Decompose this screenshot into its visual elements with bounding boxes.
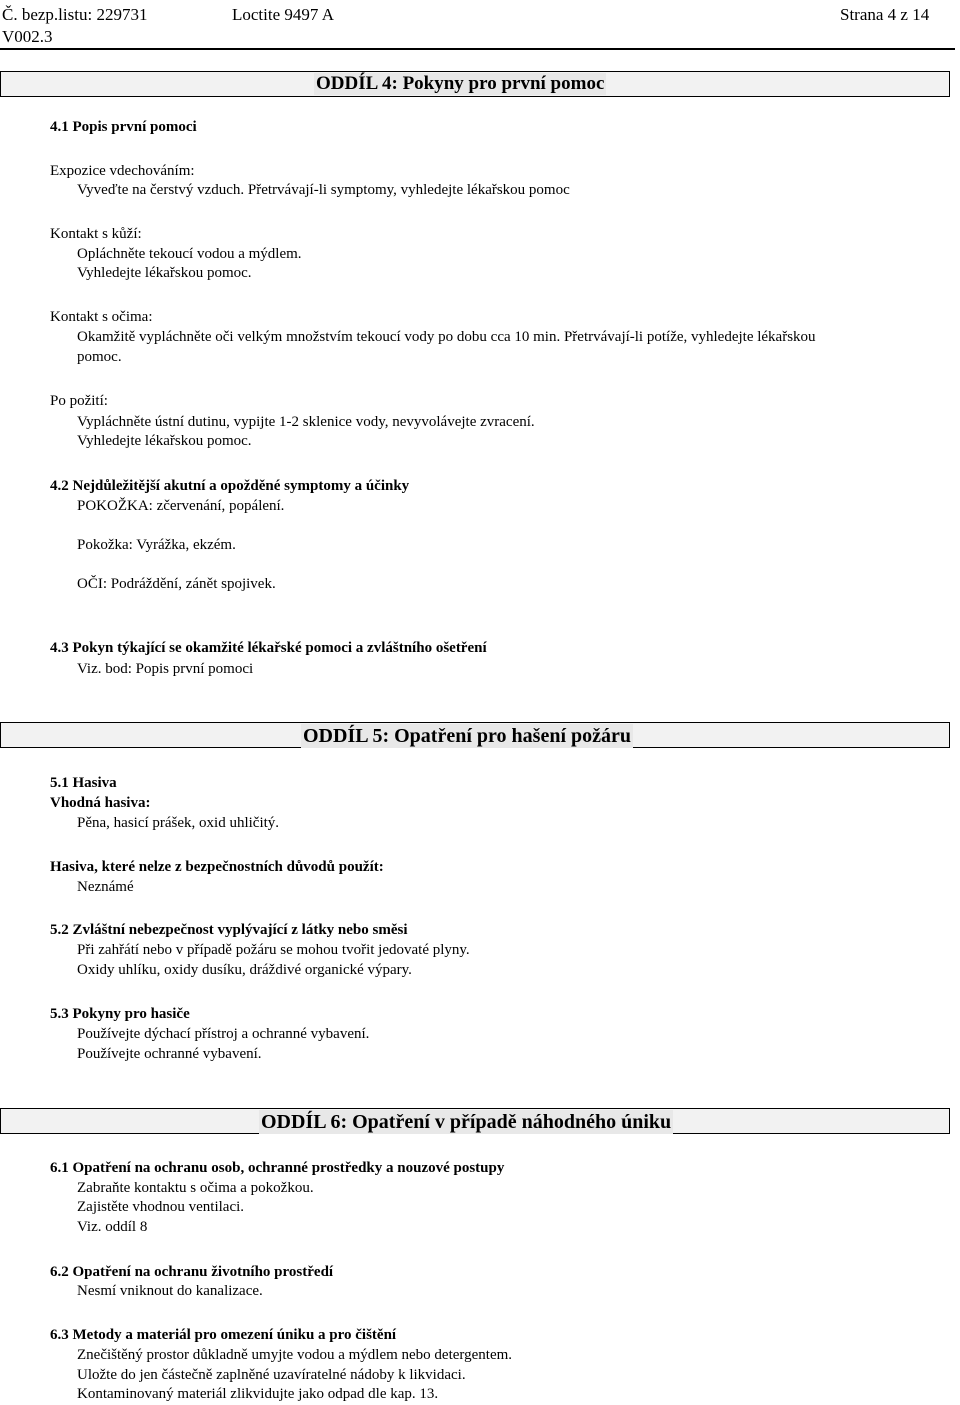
eyes-text-2: pomoc. bbox=[77, 349, 122, 365]
section-5-title: ODDÍL 5: Opatření pro hašení požáru bbox=[303, 725, 631, 747]
section-6-title: ODDÍL 6: Opatření v případě náhodného úniku bbox=[261, 1111, 672, 1133]
header-rule bbox=[0, 48, 955, 50]
section-5-3-heading: 5.3 Pokyny pro hasiče bbox=[50, 1006, 190, 1022]
ingestion-label: Po požití: bbox=[50, 393, 108, 409]
cleanup-text-2: Uložte do jen částečně zaplněné uzavíratelné nádoby k likvidaci. bbox=[77, 1367, 466, 1383]
symptoms-eyes: OČI: Podráždění, zánět spojivek. bbox=[77, 576, 276, 592]
section-4-3-text: Viz. bod: Popis první pomoci bbox=[77, 661, 254, 677]
hazard-text-1: Při zahřátí nebo v případě požáru se mohou tvořit jedovaté plyny. bbox=[77, 942, 470, 958]
page-number: Strana 4 z 14 bbox=[840, 5, 930, 24]
suitable-media-label: Vhodná hasiva: bbox=[50, 795, 151, 811]
eyes-label: Kontakt s očima: bbox=[50, 309, 153, 325]
section-5-1-heading: 5.1 Hasiva bbox=[50, 775, 117, 791]
skin-text-2: Vyhledejte lékařskou pomoc. bbox=[77, 265, 252, 281]
firefighter-text-2: Používejte ochranné vybavení. bbox=[77, 1046, 262, 1062]
version: V002.3 bbox=[2, 27, 53, 46]
section-6-3-heading: 6.3 Metody a materiál pro omezení úniku a pro čištění bbox=[50, 1327, 397, 1343]
symptoms-rash: Pokožka: Vyrážka, ekzém. bbox=[77, 537, 236, 553]
unsuitable-media-text: Neznámé bbox=[77, 879, 134, 895]
skin-text-1: Opláchněte tekoucí vodou a mýdlem. bbox=[77, 246, 302, 262]
cleanup-text-3: Kontaminovaný materiál zlikvidujte jako odpad dle kap. 13. bbox=[77, 1386, 439, 1402]
personal-text-1: Zabraňte kontaktu s očima a pokožkou. bbox=[77, 1180, 314, 1196]
hazard-text-2: Oxidy uhlíku, oxidy dusíku, dráždivé organické výpary. bbox=[77, 962, 412, 978]
section-4-2-heading: 4.2 Nejdůležitější akutní a opožděné symptomy a účinky bbox=[50, 478, 410, 494]
eyes-text-1: Okamžitě vypláchněte oči velkým množstvím tekoucí vody po dobu cca 10 min. Přetrvávají-li potíže, vyhledejte lékařskou bbox=[77, 329, 816, 345]
skin-label: Kontakt s kůží: bbox=[50, 226, 142, 242]
section-4-title: ODDÍL 4: Pokyny pro první pomoc bbox=[316, 73, 605, 94]
personal-text-2: Zajistěte vhodnou ventilaci. bbox=[77, 1199, 245, 1215]
environment-text: Nesmí vniknout do kanalizace. bbox=[77, 1283, 263, 1299]
section-5-2-heading: 5.2 Zvláštní nebezpečnost vyplývající z látky nebo směsi bbox=[50, 922, 408, 938]
product-name: Loctite 9497 A bbox=[232, 5, 334, 24]
unsuitable-media-label: Hasiva, které nelze z bezpečnostních důvodů použít: bbox=[50, 859, 384, 875]
firefighter-text-1: Používejte dýchací přístroj a ochranné vybavení. bbox=[77, 1026, 370, 1042]
personal-text-3: Viz. oddíl 8 bbox=[77, 1219, 148, 1235]
section-4-3-heading: 4.3 Pokyn týkající se okamžité lékařské pomoci a zvláštního ošetření bbox=[50, 640, 487, 656]
cleanup-text-1: Znečištěný prostor důkladně umyjte vodou a mýdlem nebo detergentem. bbox=[77, 1347, 513, 1363]
section-6-1-heading: 6.1 Opatření na ochranu osob, ochranné prostředky a nouzové postupy bbox=[50, 1160, 505, 1176]
doc-number: Č. bezp.listu: 229731 bbox=[2, 5, 148, 24]
inhalation-label: Expozice vdechováním: bbox=[50, 163, 195, 179]
inhalation-text: Vyveďte na čerstvý vzduch. Přetrvávají-li symptomy, vyhledejte lékařskou pomoc bbox=[77, 182, 570, 198]
symptoms-skin: POKOŽKA: zčervenání, popálení. bbox=[77, 498, 285, 514]
ingestion-text-1: Vypláchněte ústní dutinu, vypijte 1-2 sklenice vody, nevyvolávejte zvracení. bbox=[77, 414, 535, 430]
suitable-media-text: Pěna, hasicí prášek, oxid uhličitý. bbox=[77, 815, 280, 831]
section-4-1-heading: 4.1 Popis první pomoci bbox=[50, 119, 197, 135]
ingestion-text-2: Vyhledejte lékařskou pomoc. bbox=[77, 433, 252, 449]
section-6-2-heading: 6.2 Opatření na ochranu životního prostředí bbox=[50, 1264, 334, 1280]
